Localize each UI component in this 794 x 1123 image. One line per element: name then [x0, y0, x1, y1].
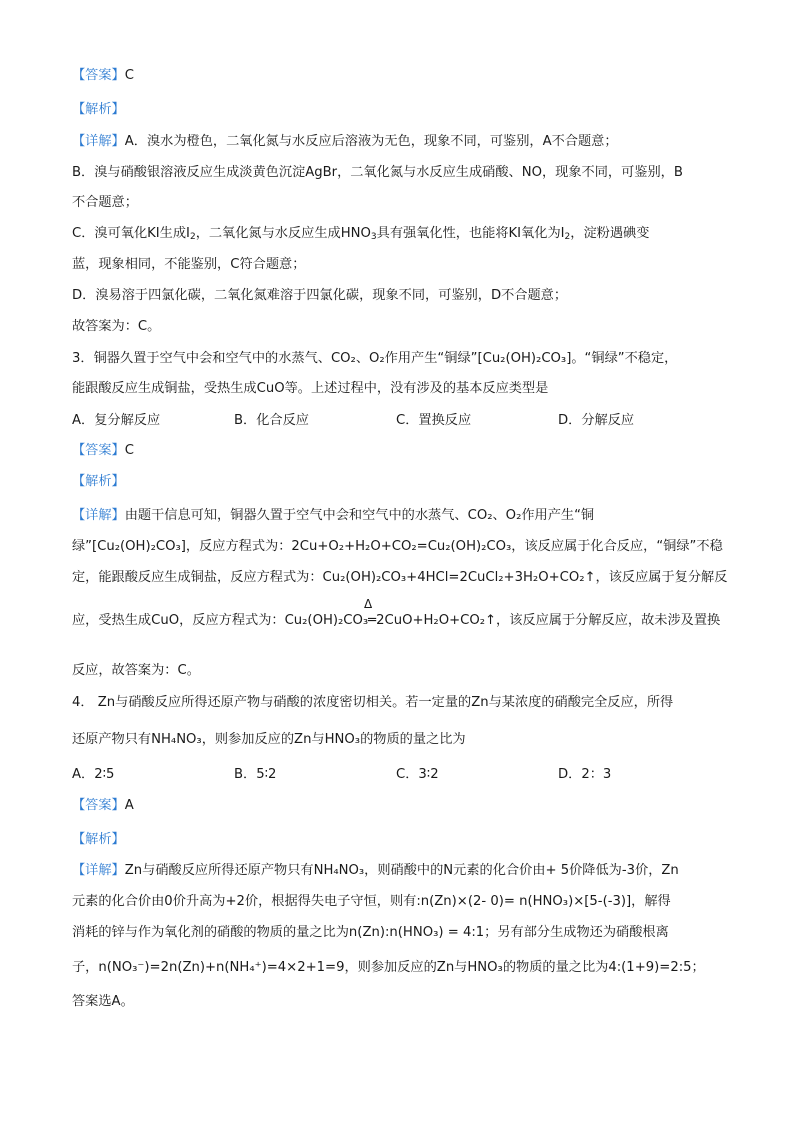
detail-line-3: 定，能跟酸反应生成铜盐，反应方程式为：Cu₂(OH)₂CO₃+4HCl=2CuCl₂+3H₂O+CO₂↑，该反应属于复分解反 — [72, 570, 728, 585]
analysis-tag: 【解析】 — [72, 474, 125, 489]
question-3-stem-1: 3．铜器久置于空气中会和空气中的水蒸气、CO₂、O₂作用产生“铜绿”[Cu₂(OH)₂CO₃]。“铜绿”不稳定， — [72, 351, 678, 366]
detail-line-c2: 蓝，现象相同，不能鉴别，C符合题意； — [72, 257, 306, 272]
option-a: A．复分解反应 — [72, 413, 161, 428]
option-d: D．2：3 — [558, 767, 612, 782]
detail-line-d: D．溴易溶于四氯化碳，二氧化氮难溶于四氯化碳，现象不同，可鉴别，D不合题意； — [72, 288, 568, 303]
option-c: C．置换反应 — [396, 413, 472, 428]
option-b: B．化合反应 — [234, 413, 309, 428]
detail-line-b2: 不合题意； — [72, 195, 138, 210]
answer-line — [72, 442, 134, 460]
question-3-stem-2: 能跟酸反应生成铜盐，受热生成CuO等。上述过程中，没有涉及的基本反应类型是 — [72, 381, 549, 396]
detail-line-b1: B．溴与硝酸银溶液反应生成淡黄色沉淀AgBr，二氧化氮与水反应生成硝酸、NO，现象不同，可鉴别，B — [72, 165, 683, 180]
detail-tag: 【详解】 — [72, 508, 125, 523]
detail-line-4: 子，n(NO₃⁻)=2n(Zn)+n(NH₄⁺)=4×2+1=9，则参加反应的Zn与HNO₃的物质的量之比为4:(1+9)=2:5； — [72, 960, 705, 975]
conclusion: 故答案为：C。 — [72, 319, 161, 334]
answer-line — [72, 797, 134, 815]
question-4-stem-2: 还原产物只有NH₄NO₃，则参加反应的Zn与HNO₃的物质的量之比为 — [72, 732, 466, 747]
question-4-stem-1: 4． Zn与硝酸反应所得还原产物与硝酸的浓度密切相关。若一定量的Zn与某浓度的硝酸完全反应，所得 — [72, 695, 674, 710]
heat-symbol: Δ — [364, 597, 373, 611]
detail-tag: 【详解】 — [72, 863, 125, 878]
detail-line-3: 消耗的锌与作为氧化剂的硝酸的物质的量之比为n(Zn):n(HNO₃) = 4:1；另有部分生成物还为硝酸根离 — [72, 925, 669, 940]
answer-value: C — [124, 68, 134, 83]
c-text-d: ，淀粉遇碘变 — [570, 226, 650, 241]
detail-line-5: 答案选A。 — [72, 994, 134, 1009]
option-d: D．分解反应 — [558, 413, 635, 428]
detail-line-2: 绿”[Cu₂(OH)₂CO₃]，反应方程式为：2Cu+O₂+H₂O+CO₂=Cu₂(OH)₂CO₃，该反应属于化合反应，“铜绿”不稳 — [72, 539, 723, 554]
analysis-tag: 【解析】 — [72, 832, 125, 847]
option-c: C．3∶2 — [396, 767, 439, 782]
detail-line-a — [72, 133, 618, 151]
detail-text: Zn与硝酸反应所得还原产物只有NH₄NO₃，则硝酸中的N元素的化合价由+ 5价降低为-3价，Zn — [124, 863, 679, 878]
detail-text: 由题干信息可知，铜器久置于空气中会和空气中的水蒸气、CO₂、O₂作用产生“铜 — [124, 508, 595, 523]
option-b: B．5∶2 — [234, 767, 277, 782]
option-a: A．2∶5 — [72, 767, 115, 782]
detail-line-1 — [72, 507, 594, 525]
answer-tag: 【答案】 — [72, 443, 125, 458]
detail-line-5: 反应，故答案为：C。 — [72, 663, 200, 678]
c-text-b: ，二氧化氮与水反应生成HNO — [195, 226, 371, 241]
detail-text: A．溴水为橙色，二氧化氮与水反应后溶液为无色，现象不同，可鉴别，A不合题意； — [124, 134, 618, 149]
detail-line-c1: C．溴可氧化KI生成$I_2$，二氧化氮与水反应生成$HNO_3$具有强氧化性，也能将KI氧化为$I_2$，淀粉遇碘变 — [72, 226, 650, 242]
answer-value: C — [124, 443, 134, 458]
analysis-tag: 【解析】 — [72, 102, 125, 117]
answer-line — [72, 67, 134, 85]
c-text-a: C．溴可氧化KI生成I — [72, 226, 190, 241]
detail-line-4: 应，受热生成CuO，反应方程式为：Cu₂(OH)₂CO₃═2CuO+H₂O+CO₂↑，该反应属于分解反应，故未涉及置换 — [72, 613, 721, 628]
c-text-c: 具有强氧化性，也能将KI氧化为I — [376, 226, 565, 241]
detail-line-1 — [72, 862, 679, 880]
answer-tag: 【答案】 — [72, 798, 125, 813]
answer-value: A — [124, 798, 134, 813]
detail-line-2: 元素的化合价由0价升高为+2价，根据得失电子守恒，则有:n(Zn)×(2- 0)= n(HNO₃)×[5-(-3)]，解得 — [72, 894, 671, 909]
detail-tag: 【详解】 — [72, 134, 125, 149]
answer-tag: 【答案】 — [72, 68, 125, 83]
